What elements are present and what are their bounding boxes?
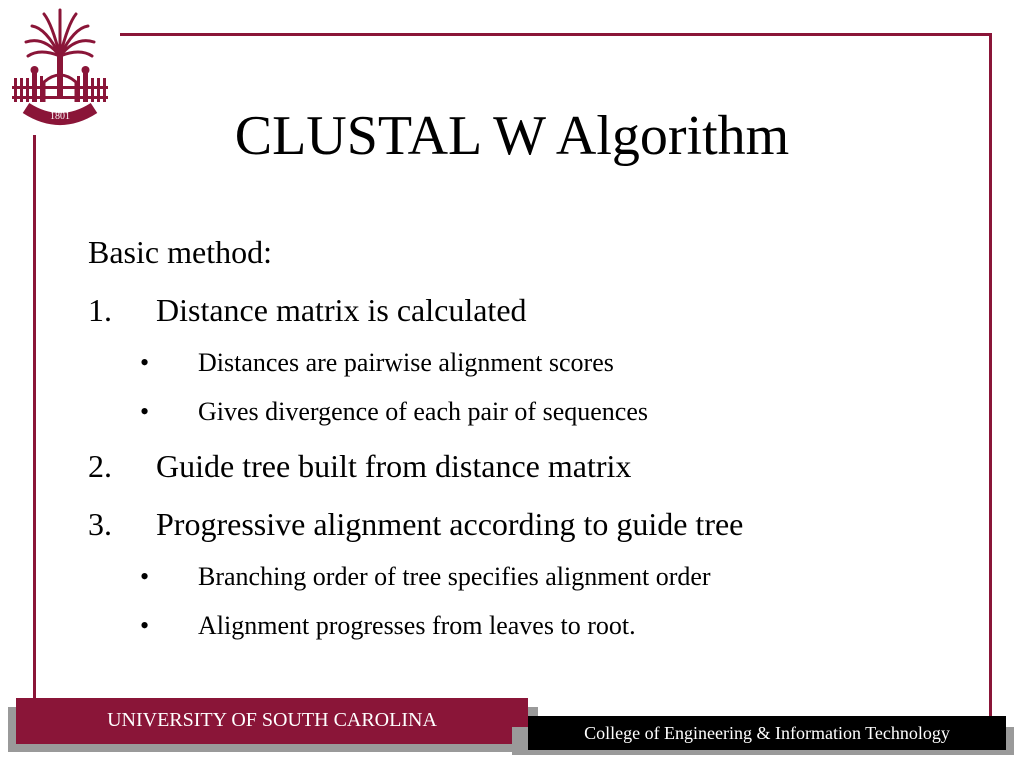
bullet-icon: • — [140, 611, 150, 640]
step-number: 1. — [88, 292, 112, 328]
footer-college-name: College of Engineering & Information Technology — [528, 716, 1006, 750]
step-text: Guide tree built from distance matrix — [156, 448, 632, 484]
frame-left-border — [33, 135, 36, 710]
bullet-icon: • — [140, 562, 150, 591]
intro-text: Basic method: — [88, 234, 272, 270]
step-text: Distance matrix is calculated — [156, 292, 527, 328]
footer-university-name: UNIVERSITY OF SOUTH CAROLINA — [16, 698, 528, 744]
bullet-icon: • — [140, 348, 150, 377]
seal-year: 1801 — [50, 111, 70, 122]
bullet-icon: • — [140, 397, 150, 426]
bullet-text: Distances are pairwise alignment scores — [198, 348, 614, 377]
bullet-text: Gives divergence of each pair of sequences — [198, 397, 648, 426]
bullet-text: Alignment progresses from leaves to root. — [198, 611, 636, 640]
frame-top-border — [120, 33, 992, 36]
step-number: 2. — [88, 448, 112, 484]
step-text: Progressive alignment according to guide tree — [156, 506, 744, 542]
slide-title: CLUSTAL W Algorithm — [234, 105, 790, 167]
step-number: 3. — [88, 506, 112, 542]
bullet-text: Branching order of tree specifies alignment order — [198, 562, 711, 591]
